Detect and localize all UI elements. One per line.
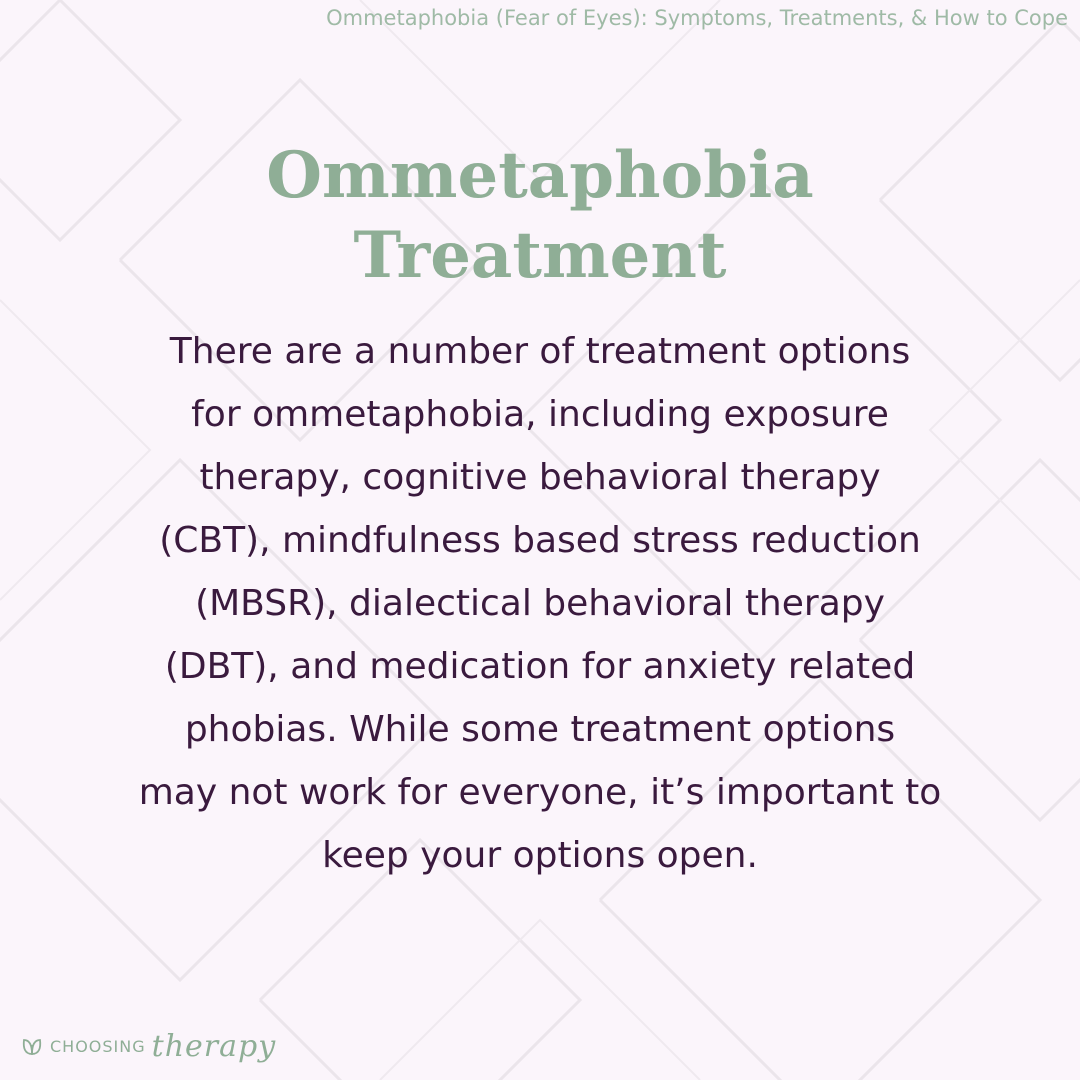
- title-line: Ommetaphobia: [266, 138, 814, 213]
- body-line: may not work for everyone, it’s important to: [138, 772, 942, 813]
- body-line: keep your options open.: [322, 835, 758, 876]
- logo-word: CHOOSING: [50, 1036, 146, 1056]
- brand-logo: [20, 1024, 276, 1068]
- body-line: (CBT), mindfulness based stress reduction: [159, 520, 921, 561]
- body-line: for ommetaphobia, including exposure: [191, 394, 889, 435]
- body-line: therapy, cognitive behavioral therapy: [199, 457, 881, 498]
- title-line: Treatment: [353, 218, 727, 293]
- body-line: phobias. While some treatment options: [184, 709, 896, 750]
- body-line: (DBT), and medication for anxiety related: [164, 646, 916, 687]
- logo-script: therapy: [151, 1028, 277, 1064]
- header-caption: Ommetaphobia (Fear of Eyes): Symptoms, Treatments, & How to Cope: [326, 6, 1068, 30]
- page-title: [0, 136, 1080, 296]
- leaf-icon: [20, 1034, 44, 1058]
- body-paragraph: [90, 320, 990, 887]
- body-line: There are a number of treatment options: [169, 331, 911, 372]
- body-line: (MBSR), dialectical behavioral therapy: [195, 583, 885, 624]
